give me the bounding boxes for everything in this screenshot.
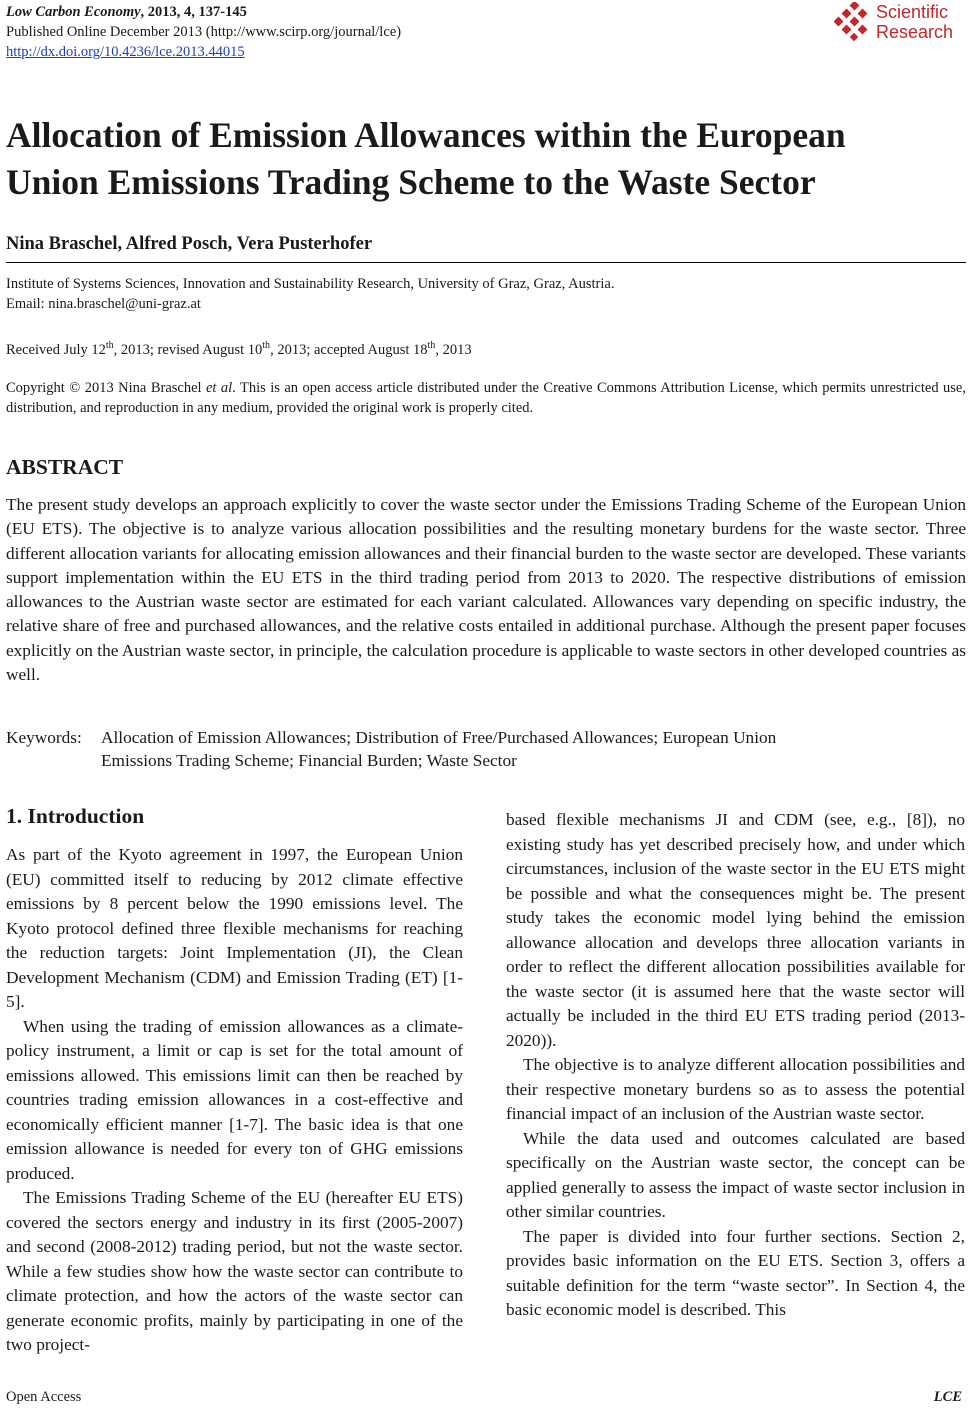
doi-link[interactable]: http://dx.doi.org/10.4236/lce.2013.44015 (6, 44, 245, 60)
paragraph: As part of the Kyoto agreement in 1997, the European Union (EU) committed itself to reducing by 2012 climate effective emissions by 8 percent below the 1990 emissions level. The Kyoto protocol defined three flexible mechanisms for reaching the reduction targets: Joint Implementation (JI), the Clean Development Mechanism (CDM) and Emission Trading (ET) [1-5]. (6, 845, 463, 1011)
section-heading-introduction: 1. Introduction (6, 804, 145, 828)
title-rule (6, 262, 966, 263)
affiliation: Institute of Systems Sciences, Innovation and Sustainability Research, University of Graz, Graz, Austria. (6, 276, 615, 292)
paper-title (6, 112, 966, 206)
footer-journal-abbrev: LCE (933, 1389, 962, 1405)
logo-line-1: Scientific (876, 2, 949, 22)
paragraph: The paper is divided into four further sections. Section 2, provides basic information on the EU ETS. Section 3, offers a suitable definition for the term “waste sector”. In Section 4, the basic economic model is described. This (506, 1226, 965, 1319)
published-line: Published Online December 2013 (http://www.scirp.org/journal/lce) (6, 24, 402, 40)
left-column (6, 843, 463, 1358)
journal-issue: , 2013, 4, 137-145 (140, 4, 247, 20)
journal-citation (6, 2, 247, 22)
paragraph: The objective is to analyze different allocation possibilities and their respective monetary burdens so as to assess the potential financial impact of an inclusion of the Austrian waste sector. (506, 1055, 965, 1123)
title-line-2: Union Emissions Trading Scheme to the Waste Sector (6, 162, 816, 202)
paragraph: When using the trading of emission allowances as a climate-policy instrument, a limit or cap is set for the total amount of emissions allowed. This emissions limit can then be reached by countries trading emission allowances in a cost-effective and economically efficient manner [1-7]. The basic idea is that one emission allowance is needed for every ton of GHG emissions produced. (6, 1016, 463, 1183)
logo-line-2: Research (876, 22, 954, 42)
logo-mark-icon (834, 2, 874, 42)
authors: Nina Braschel, Alfred Posch, Vera Pusterhofer (6, 234, 373, 254)
scientific-research-logo (834, 2, 962, 46)
keywords-line-1: Allocation of Emission Allowances; Distribution of Free/Purchased Allowances; European Union (101, 728, 777, 747)
keywords-label: Keywords: (6, 728, 82, 747)
keywords-line-2: Emissions Trading Scheme; Financial Burden; Waste Sector (101, 751, 517, 770)
footer-open-access: Open Access (6, 1389, 82, 1405)
email: Email: nina.braschel@uni-graz.at (6, 296, 201, 312)
paragraph: While the data used and outcomes calculated are based specifically on the Austrian waste sector, the concept can be applied generally to assess the impact of waste sector inclusion in other similar countries. (506, 1128, 965, 1221)
right-column (506, 808, 965, 1323)
copyright-notice: Copyright © 2013 Nina Braschel et al. This is an open access article distributed under the Creative Commons Attribution License, which permits unrestricted use, distribution, and reproduction in any medium, provided the original work is properly cited. (6, 380, 966, 416)
abstract-text: The present study develops an approach explicitly to cover the waste sector under the Emissions Trading Scheme of the European Union (EU ETS). The objective is to analyze various allocation possibilities and the resulting monetary burdens for the waste sector. Three different allocation variants for allocating emission allowances and their financial burden to the waste sector are developed. These variants support implementation within the EU ETS in the third trading period from 2013 to 2020. The respective distributions of emission allowances to the Austrian waste sector are estimated for each variant calculated. Allowances vary depending on specific industry, the relative share of free and purchased allowances, and the relative costs entailed in additional purchase. Although the present paper focuses explicitly on the Austrian waste sector, in principle, the calculation procedure is applicable to waste sectors in other developed countries as well. (6, 495, 966, 685)
paragraph: based flexible mechanisms JI and CDM (see, e.g., [8]), no existing study has yet described precisely how, and under which circumstances, inclusion of the waste sector in the EU ETS might be possible and what the consequences might be. The present study takes the economic model lying behind the emission allowance allocation and develops three allocation variants in order to reflect the different allocation possibilities available for the waste sector (it is assumed here that the waste sector will actually be included in the third EU ETS trading period (2013-2020)). (506, 810, 965, 1050)
journal-name: Low Carbon Economy (6, 4, 141, 20)
title-line-1: Allocation of Emission Allowances within the European (6, 115, 846, 155)
received-dates: Received July 12th, 2013; revised August 10th, 2013; accepted August 18th, 2013 (6, 340, 472, 358)
abstract-heading: ABSTRACT (6, 455, 124, 479)
paragraph: The Emissions Trading Scheme of the EU (hereafter EU ETS) covered the sectors energy and industry in its first (2005-2007) and second (2008-2012) trading period, but not the waste sector. While a few studies show how the waste sector can contribute to climate protection, and how the actors of the waste sector can generate economic profits, mainly by participating in one of the two project- (6, 1188, 463, 1354)
